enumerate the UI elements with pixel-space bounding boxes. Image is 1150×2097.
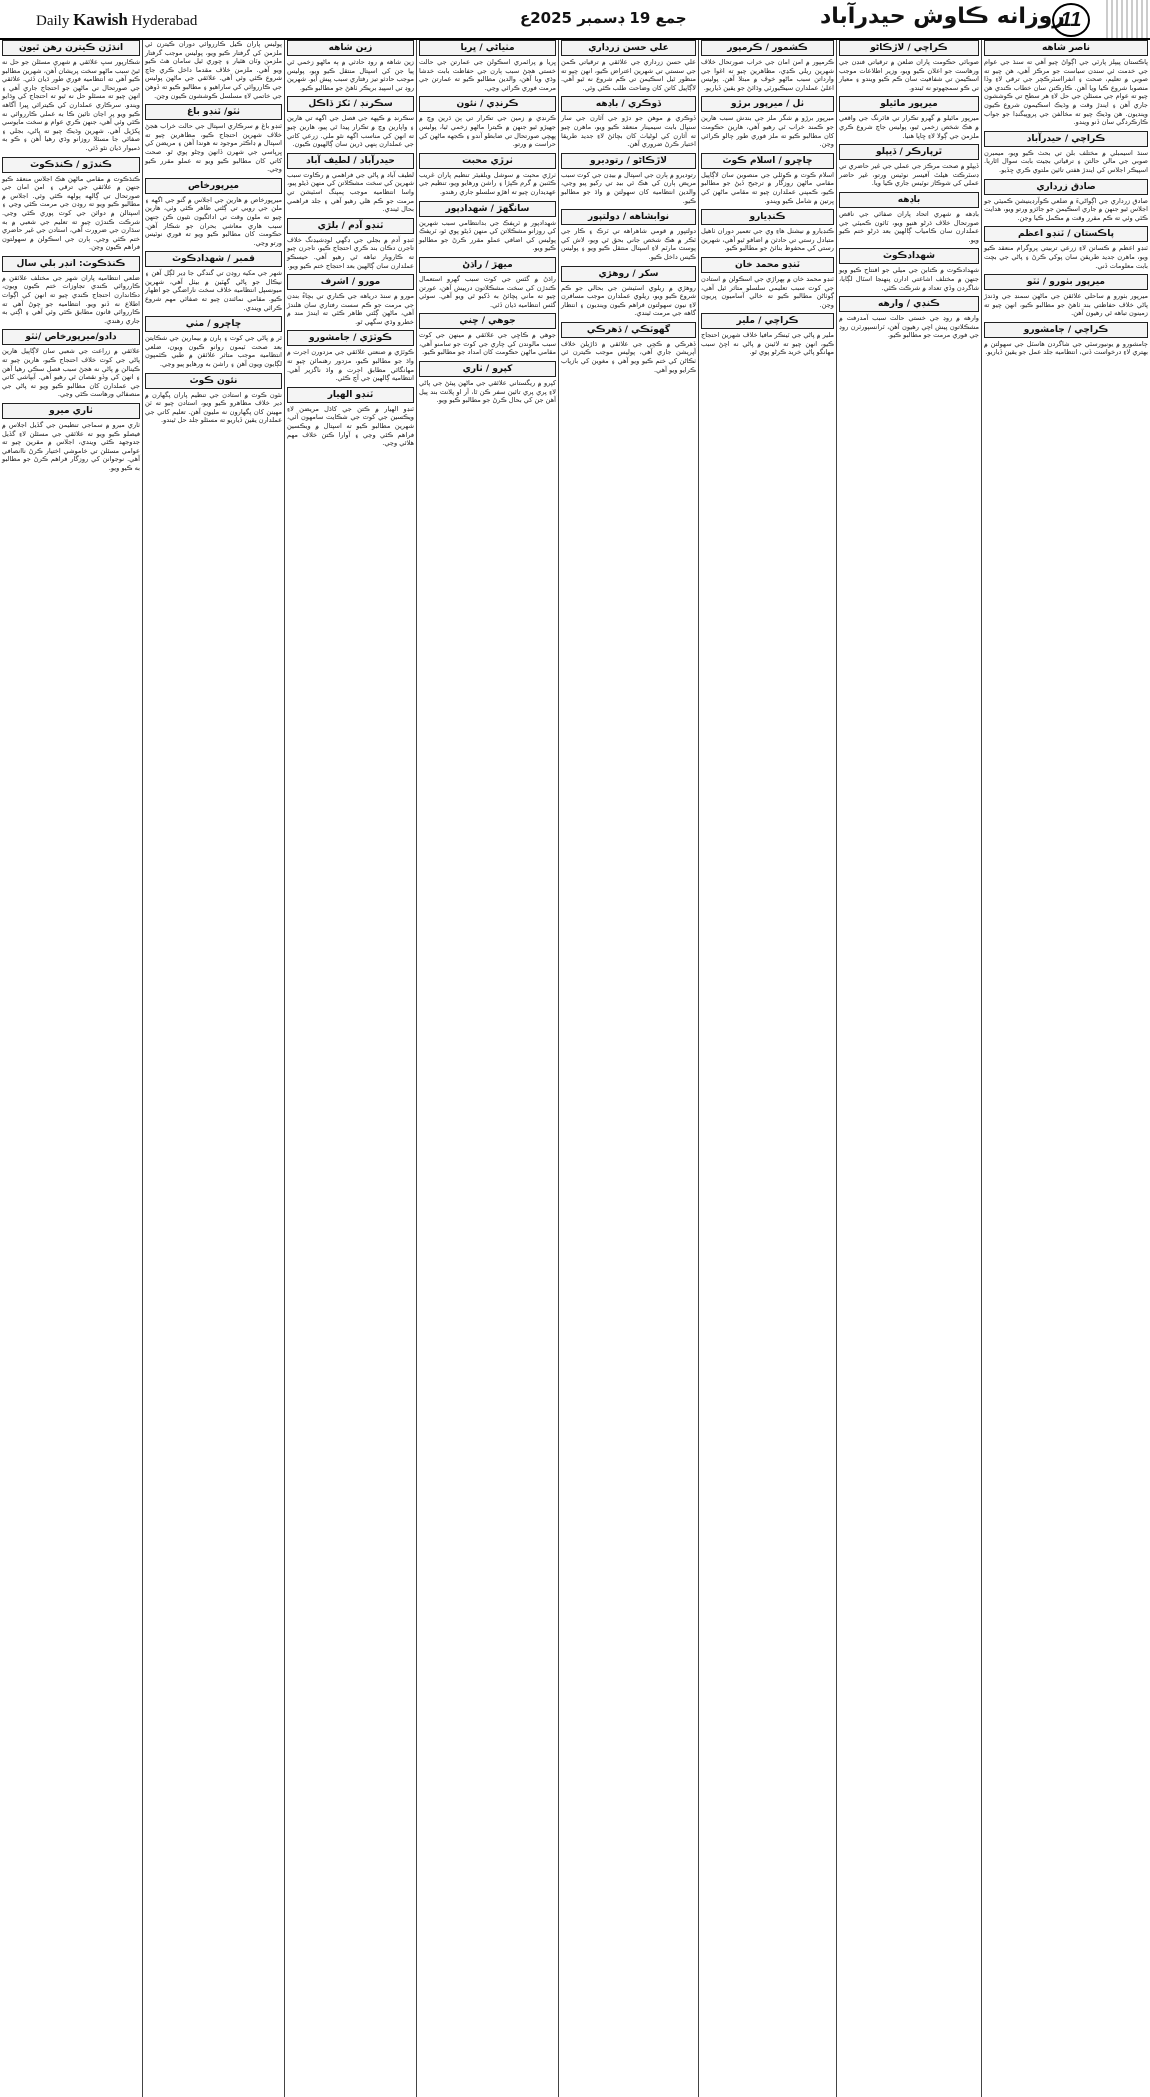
news-column-5 xyxy=(558,40,698,2097)
news-body: ڏيپلو ۾ صحت مرڪز جي عملي جي غير حاضري تي ڊسٽرڪٽ هيلٿ آفيسر نوٽيس ورتو، غير حاضر عملي کي شوڪاز نوٽيس جاري ڪيا ويا. xyxy=(839,162,979,188)
news-headline: قمبر / شهدادڪوٽ xyxy=(145,251,282,267)
news-body: نئون ڪوٽ ۾ استادن جي تنظيم پاران پگهارن ۾ دير خلاف مظاهرو ڪيو ويو، استادن چيو ته ٽن مهينن کان پگهارون نه مليون آهن. تعليم کاتي جي عملدارن يقين ڏياريو ته مسئلو جلد حل ٿيندو. xyxy=(145,390,282,425)
news-item xyxy=(145,373,282,425)
news-body: پاڪستان پيپلز پارٽي جي اڳواڻ چيو آهي ته سنڌ جي عوام جي خدمت ئي سندن سياست جو مرڪز آهي، هن چيو ته صوبي ۾ تعليم، صحت ۽ انفرااسٽرڪچر جي ترقي لاءِ وڏا منصوبا شروع ڪيا ويا آهن. ڪارڪنن سان خطاب ڪندي هن چيو ته عوام جي مسئلن جي حل لاءِ هر سطح تي ڪوششون جاري آهن ۽ ايندڙ وقت ۾ وڌيڪ اسڪيمون شروع ڪيون وينديون. هن وڌيڪ چيو ته مخالفن جي پروپيگنڊا جو جواب ڪارڪردگي سان ڏنو ويندو. xyxy=(984,58,1148,127)
news-item xyxy=(701,313,834,357)
news-column-3 xyxy=(284,40,416,2097)
news-item xyxy=(984,40,1148,127)
newspaper-title: روزانه ڪاوش حيدرآباد xyxy=(820,4,1065,29)
news-body: ٽنڊو باغ ۾ سرڪاري اسپتال جي حالت خراب هجڻ خلاف شهرين احتجاج ڪيو، مظاهرين چيو ته اسپتال ۾ ڊاڪٽر موجود نه هوندا آهن ۽ مريضن کي ڀرپاسي جي شهرن ڏانهن وڃڻو پوي ٿو. صحت کاتي کان مطالبو ڪيو ويو ته عملو مقرر ڪيو وڃي. xyxy=(145,122,282,174)
news-body: وارهه ۾ روڊ جي خستي حالت سبب آمدرفت ۾ مشڪلاتون پيش اچي رهيون آهن، ٽرانسپورٽرن روڊ جي فوري مرمت جو مطالبو ڪيو. xyxy=(839,314,979,340)
news-body: کپرو ۾ ريگستاني علائقي جي ماڻهن پيئڻ جي پاڻي لاءِ پري پري تائين سفر ڪن ٿا، آر او پلانٽ بند پيل آهن جن کي بحال ڪرڻ جو مطالبو ڪيو ويو. xyxy=(419,379,556,405)
news-body: شڪارپور سڀ علائقي ۾ شهري مسئلن جو حل نه ٿيڻ سبب ماڻهو سخت پريشان آهن، شهرين مطالبو ڪيو آهي ته انتظاميه فوري طور ڌيان ڏئي. علائقي جي صورتحال تي ماڻهن جو احتجاج جاري آهي ۽ انهن چيو ته مسئلو حل نه ٿيو ته احتجاج کي وڌايو ويندو. سرڪاري عملدارن کي ڪيترائي ڀيرا آگاهه ڪيو ويو پر اڃان تائين ڪا به عملي ڪارروائي نه ڪئي وئي آهي، جنهن ڪري عوام ۾ سخت مايوسي پکڙيل آهي. شهرين وڌيڪ چيو ته پاڻي، بجلي ۽ صفائي جا مسئلا روزانو وڌي رهيا آهن ۽ ڪو به ذميوار ڌيان نٿو ڏئي. xyxy=(2,58,140,152)
news-item xyxy=(561,153,696,205)
news-headline: شهدادڪوٽ xyxy=(839,248,979,264)
news-item xyxy=(419,313,556,357)
news-item xyxy=(984,274,1148,318)
masthead-edge-strip xyxy=(1106,0,1150,38)
news-body: اسلام ڪوٽ ۾ ڪوئلي جي منصوبن سان لاڳاپيل مقامي ماڻهن روزگار ۾ ترجيح ڏيڻ جو مطالبو ڪيو، ڪمپني عملدارن چيو ته مقامي ماڻهن کي ڀرتين ۾ شامل ڪيو ويندو. xyxy=(701,170,834,205)
news-headline: ميرپورخاص xyxy=(145,178,282,194)
news-headline: ڪراچي / حيدرآباد xyxy=(984,131,1148,147)
news-item xyxy=(984,131,1148,175)
news-body: ميرپور برڙو ۾ شگر ملز جي بندش سبب هارين جو ڪمند خراب ٿي رهيو آهي، هارين حڪومت کان مطالبو ڪيو ته ملز فوري طور چالو ڪرائي وڃن. xyxy=(701,114,834,149)
news-body: شهدادپور ۾ ٽريفڪ جي بدانتظامي سبب شهرين کي روزانو مشڪلاتن کي منهن ڏيڻو پوي ٿو، ٽريفڪ پوليس کي اضافي عملو مقرر ڪرڻ جو مطالبو ڪيو ويو. xyxy=(419,218,556,253)
news-body: ڪنڌڪوٽ ۾ مقامي ماڻهن هڪ اجلاس منعقد ڪيو جنهن ۾ علائقي جي ترقي ۽ امن امان جي صورتحال تي ڳالهه ٻولهه ڪئي وئي. اجلاس ۾ مطالبو ڪيو ويو ته روڊن جي مرمت ڪئي وڃي ۽ اسپتالن ۾ دوائن جي کوٽ پوري ڪئي وڃي. شرڪت ڪندڙن چيو ته تعليم جي شعبي ۾ به سڌارن جي ضرورت آهي، استادن جي غير حاضري ختم ڪئي وڃي. ٻارن جي اسڪولن ۾ سهولتون فراهم ڪيون وڃن. xyxy=(2,174,140,252)
news-headline: جوهي / ڇني xyxy=(419,313,556,329)
news-headline: سانگهڙ / شهدادپور xyxy=(419,201,556,217)
news-item xyxy=(2,403,140,473)
news-body: شهدادڪوٽ ۾ ڪتابن جي ميلي جو افتتاح ڪيو ويو جنهن ۾ مختلف اشاعتي ادارن پنهنجا اسٽال لڳايا، شاگردن وڏي تعداد ۾ شرڪت ڪئي. xyxy=(839,266,979,292)
news-body: جوهي ۾ ڪاڇي جي علائقي ۾ مينهن جي کوٽ سبب مالوندن کي چاري جي کوٽ جو سامنو آهي، مقامي ماڻهن حڪومت کان امداد جو مطالبو ڪيو. xyxy=(419,331,556,357)
news-body: لطيف آباد ۾ پاڻي جي فراهمي ۾ رڪاوٽ سبب شهرين کي سخت مشڪلاتن کي منهن ڏيڻو پيو، واسا انتظاميه موجب پمپنگ اسٽيشن تي مرمت جو ڪم هلي رهيو آهي ۽ جلد فراهمي بحال ٿيندي. xyxy=(287,170,414,214)
nameplate-prefix: Daily xyxy=(36,13,70,29)
news-item xyxy=(145,104,282,174)
news-column-8 xyxy=(981,40,1150,2097)
news-headline: مٺياڻي / ڀريا xyxy=(419,40,556,56)
issue-date: جمع 19 ڊسمبر 2025ع xyxy=(520,9,687,27)
news-item xyxy=(701,153,834,205)
news-headline: ميهڙ / راڌڻ xyxy=(419,257,556,273)
news-item xyxy=(2,40,140,153)
news-item xyxy=(561,209,696,261)
news-body: علي حسن زرداري جي علائقي ۾ ترقياتي ڪمن جي سستي تي شهرين اعتراض ڪيو، انهن چيو ته منظور ٿيل اسڪيمن تي ڪم شروع نه ٿيو آهي. لاڳاپيل کاتن کان وضاحت طلب ڪئي وئي. xyxy=(561,58,696,92)
news-headline: نئون ڪوٽ xyxy=(145,373,282,389)
news-headline: ميرپور ماٿيلو xyxy=(839,96,979,112)
news-headline: ٺل / ميرپور برڙو xyxy=(701,96,834,112)
news-headline: لاڙڪاڻو / رتوديرو xyxy=(561,153,696,169)
news-body: باڊهه ۾ شهري اتحاد پاران صفائي جي ناقص صورتحال خلاف ڌرڻو هنيو ويو، ٽائون ڪميٽي جي عملدارن سان ڪامياب ڳالهين بعد ڌرڻو ختم ڪيو ويو. xyxy=(839,209,979,244)
news-item xyxy=(984,179,1148,223)
news-item xyxy=(839,96,979,140)
news-body: ڪوٽڙي ۾ صنعتي علائقي جي مزدورن اجرت ۾ واڌ جو مطالبو ڪيو، مزدور رهنمائن چيو ته مهانگائي مطابق اجرت ۾ واڌ ناگزير آهي. انتظاميه ڳالهين جي آڇ ڪئي. xyxy=(287,348,414,383)
news-headline: ٿرپارڪر / ڏيپلو xyxy=(839,144,979,160)
news-item xyxy=(839,248,979,292)
news-headline: ڏوڪري / باڊهه xyxy=(561,96,696,112)
news-item xyxy=(287,40,414,92)
news-column-6 xyxy=(698,40,836,2097)
news-item xyxy=(701,209,834,253)
news-headline: ڇاڇرو / مٺي xyxy=(145,316,282,332)
news-item xyxy=(2,256,140,326)
news-column-2 xyxy=(142,40,284,2097)
news-body: علائقي ۾ زراعت جي شعبي سان لاڳاپيل هارين پاڻي جي کوٽ خلاف احتجاج ڪيو، هارين چيو ته ڪينالن ۾ پاڻي نه هجڻ سبب فصل سڪي رهيا آهن ۽ انهن کي وڏو نقصان ٿي رهيو آهي. آبپاشي کاتي جي عملدارن کان مطالبو ڪيو ويو ته پاڻي جي منصفاڻي ورهاست ڪئي وڃي. xyxy=(2,347,140,399)
news-headline: ڪنڌڪوٽ: انڊر بلي سال xyxy=(2,256,140,272)
news-item xyxy=(419,201,556,253)
news-item xyxy=(984,322,1148,357)
news-body: ضلعي انتظاميه پاران شهر جي مختلف علائقن ۾ ڪارروائي ڪندي تجاوزات ختم ڪيون ويون، دڪاندارن احتجاج ڪندي چيو ته انهن کي اڳواٽ اطلاع نه ڏنو ويو. انتظاميه جو چوڻ آهي ته ڪارروائي قانون مطابق ڪئي وئي آهي ۽ اڳتي به جاري رهندي. xyxy=(2,273,140,325)
news-headline: ڪراچي / ملير xyxy=(701,313,834,329)
news-headline: سکر / روهڙي xyxy=(561,266,696,282)
news-headline: ڪنڊي / وارهه xyxy=(839,296,979,312)
news-headline: ڇاڇرو / اسلام ڪوٽ xyxy=(701,153,834,169)
news-item xyxy=(839,296,979,340)
news-item xyxy=(145,40,282,100)
news-headline: انڌڙن ڪيترن رهن ٿيون xyxy=(2,40,140,56)
news-headline: ڪنڊيارو xyxy=(701,209,834,225)
news-body: ڏوڪري ۾ موهن جو دڙو جي آثارن جي سار سنڀال بابت سيمينار منعقد ڪيو ويو، ماهرن چيو ته آثارن کي لوڻياٺ کان بچائڻ لاءِ جديد طريقا اختيار ڪرڻ ضروري آهن. xyxy=(561,114,696,149)
news-item xyxy=(561,96,696,148)
news-headline: ڪرنڊي / نئون xyxy=(419,96,556,112)
news-body: دولتپور ۾ قومي شاهراهه تي ٽرڪ ۽ ڪار جي ٽڪر ۾ هڪ شخص جاني بحق ٿي ويو، لاش کي پوسٽ مارٽم لاءِ اسپتال منتقل ڪيو ويو ۽ پوليس ڪيس داخل ڪيو. xyxy=(561,227,696,261)
news-headline: سڪرنڊ / ٽکڙ ڏاڪل xyxy=(287,96,414,112)
news-body: روهڙي ۾ ريلوي اسٽيشن جي بحالي جو ڪم شروع ڪيو ويو، ريلوي عملدارن موجب مسافرن لاءِ نيون سهولتون فراهم ڪيون وينديون ۽ انتظار گاهه جي مرمت ٿيندي. xyxy=(561,283,696,318)
news-body: ڪرنڊي ۾ زمين جي تڪرار تي ٻن ڌرين وچ ۾ جهيڙو ٿيو جنهن ۾ ڪيترا ماڻهو زخمي ٿيا، پوليس پهچي صورتحال تي ضابطو آندو ۽ ڪجهه ماڻهن کي حراست ۾ ورتو. xyxy=(419,114,556,149)
news-item xyxy=(839,192,979,244)
news-body: ٺاري ميرو ۾ سماجي تنظيمن جي گڏيل اجلاس ۾ فيصلو ڪيو ويو ته علائقي جي مسئلن لاءِ گڏيل جدوجهد ڪئي ويندي، اجلاس ۾ مقرين چيو ته عوامي مسئلن تي خاموشي اختيار ڪرڻ ناانصافي آهي. نوجوانن کي روزگار فراهم ڪرڻ جو مطالبو به ڪيو ويو. xyxy=(2,421,140,472)
news-item xyxy=(2,329,140,399)
news-column-7 xyxy=(836,40,981,2097)
news-headline: گهوٽڪي / ڏهرڪي xyxy=(561,322,696,338)
news-headline: ٺرڙي محبت xyxy=(419,153,556,169)
news-item xyxy=(984,226,1148,270)
news-headline: ٺٽو/ ٽنڊو باغ xyxy=(145,104,282,120)
news-item xyxy=(561,322,696,374)
news-headline: ميرپور بٺورو / ٺٽو xyxy=(984,274,1148,290)
news-item xyxy=(561,266,696,318)
news-item xyxy=(419,96,556,148)
news-item xyxy=(701,40,834,92)
news-body: رتوديرو ۾ ٻارن جي اسپتال ۾ بيڊن جي کوٽ سبب مريض ٻارن کي هڪ ئي بيڊ تي رکيو پيو وڃي، والدين انتظاميه کان سهولتن ۾ واڌ جو مطالبو ڪيو. xyxy=(561,170,696,205)
news-body: صادق زرداري جي اڳواڻيءَ ۾ ضلعي ڪوآرڊينيشن ڪميٽي جو اجلاس ٿيو جنهن ۾ جاري اسڪيمن جو جائزو ورتو ويو، هدايت ڪئي وئي ته ڪم مقرر وقت ۾ مڪمل ڪيا وڃن. xyxy=(984,196,1148,222)
news-item xyxy=(419,257,556,309)
news-headline: کپرو / ٺاري xyxy=(419,361,556,377)
news-headline: ناصر شاهه xyxy=(984,40,1148,56)
news-body: ميرپور بٺورو ۾ ساحلي علائقن جي ماڻهن سمنڊ جي وڌندڙ پاڻي خلاف حفاظتي بند ٺاهڻ جو مطالبو ڪيو، انهن چيو ته زمينون تباهه ٿي رهيون آهن. xyxy=(984,292,1148,318)
news-body: ٿر ۾ پاڻي جي کوٽ ۽ ٻارن ۾ بيمارين جي شڪايتن بعد صحت ٽيمون روانو ڪيون ويون، ضلعي انتظاميه موجب متاثر علائقن ۾ طبي ڪئمپون لڳايون ويون آهن ۽ راشن به ورهايو پيو وڃي. xyxy=(145,334,282,369)
news-headline: باڊهه xyxy=(839,192,979,208)
news-body: ڏهرڪي ۾ ڪچي جي علائقي ۾ ڌاڙيلن خلاف آپريشن جاري آهي، پوليس موجب ڪيترن ئي ٺڪاڻن کي ختم ڪيو ويو آهي ۽ مغوين کي بازياب ڪرايو ويو آهي. xyxy=(561,339,696,374)
news-body: ڀريا ۾ پرائمري اسڪولن جي عمارتن جي حالت خستي هجڻ سبب ٻارن جي حفاظت بابت خدشا وڌي ويا آهن، والدين مطالبو ڪيو ته عمارتن جي مرمت فوري ڪرائي وڃي. xyxy=(419,58,556,92)
news-headline: علي حسن زرداري xyxy=(561,40,696,56)
news-headline: ٽنڊو آدم / بلڙي xyxy=(287,218,414,234)
news-body: سنڌ اسيمبلي ۾ مختلف بلن تي بحث ڪيو ويو، ميمبرن صوبي جي مالي حالتن ۽ ترقياتي بجيٽ بابت سوال اٿاريا. اسپيڪر اجلاس کي ايندڙ هفتي تائين ملتوي ڪري ڇڏيو. xyxy=(984,148,1148,174)
news-body: ميرپورخاص ۾ هارين جي اجلاس ۾ گنو جي اگهه ۽ ملن جي رويي تي ڳڻتي ظاهر ڪئي وئي، هارين چيو ته ملون وقت تي ادائگيون نٿيون ڪن جنهن سبب هاري معاشي بحران جو شڪار آهن. حڪومت کان مطالبو ڪيو ويو ته فوري نوٽيس ورتو وڃي. xyxy=(145,195,282,247)
news-headline: ڪندڙو / ڪنڌڪوٽ xyxy=(2,157,140,173)
news-item xyxy=(287,218,414,270)
news-body: زين شاهه ۾ روڊ حادثي ۾ ٻه ماڻهو زخمي ٿي پيا جن کي اسپتال منتقل ڪيو ويو، پوليس موجب حادثو تيز رفتاري سبب پيش آيو. شهرين روڊ تي اسپيڊ بريڪر ٺاهڻ جو مطالبو ڪيو. xyxy=(286,58,414,92)
news-headline: پاڪستان / ٽنڊو اعظم xyxy=(984,226,1148,242)
news-body: پوليس پاران ڪيل ڪارروائي دوران ڪيترن ئي ملزمن کي گرفتار ڪيو ويو، پوليس موجب گرفتار ملزمن وٽان هٿيار ۽ چوري ٿيل سامان هٿ ڪيو ويو آهي. ملزمن خلاف مقدما داخل ڪري جاچ شروع ڪئي وئي آهي. علائقي جي ماڻهن پوليس جي ڪارروائي کي ساراهيو ۽ مطالبو ڪيو ته ڏوهن جي خاتمي لاءِ مسلسل ڪوششون ڪيون وڃن. xyxy=(145,40,282,100)
page-number-badge: 11 xyxy=(1052,3,1090,37)
news-columns xyxy=(0,40,1150,2097)
news-item xyxy=(701,257,834,309)
news-column-1 xyxy=(0,40,142,2097)
news-body: ڄامشورو ۾ يونيورسٽي جي شاگردن هاسٽل جي سهولتن ۾ بهتري لاءِ درخواست ڏني، انتظاميه جلد عمل جو يقين ڏياريو. xyxy=(984,339,1148,357)
nameplate-brand: Kawish xyxy=(73,10,128,29)
news-headline: صادق زرداري xyxy=(984,179,1148,195)
english-nameplate xyxy=(36,10,197,30)
news-headline: حيدرآباد / لطيف آباد xyxy=(287,153,414,169)
news-column-4 xyxy=(416,40,558,2097)
news-item xyxy=(561,40,696,92)
news-headline: دادو/ميرپورخاص /ٺٽو xyxy=(2,329,140,345)
nameplate-city: Hyderabad xyxy=(131,13,198,29)
news-headline: زين شاهه xyxy=(287,40,414,56)
news-headline: ٽنڊو محمد خان xyxy=(701,257,834,273)
news-item xyxy=(145,251,282,312)
news-item xyxy=(701,96,834,148)
news-item xyxy=(287,387,414,448)
news-body: ٽنڊو اعظم ۾ ڪسانن لاءِ زرعي تربيتي پروگرام منعقد ڪيو ويو، ماهرن جديد طريقن سان پوکي ڪرڻ ۽ پاڻي جي بچت بابت معلومات ڏني. xyxy=(984,244,1148,270)
news-headline: ٽنڊو الهيار xyxy=(287,387,414,403)
news-headline: ڪوٽڙي / جامشورو xyxy=(287,330,414,346)
news-item xyxy=(145,178,282,248)
news-headline: ٺاري ميرو xyxy=(2,403,140,419)
news-body: سڪرنڊ ۾ ڪپهه جي فصل جي اگهه تي هارين ۽ واپارين وچ ۾ تڪرار پيدا ٿي پيو، هارين چيو ته انهن کي مناسب اگهه نٿو ملي. زرعي کاتي جي عملدارن ٻنهي ڌرين سان ڳالهيون ڪيون. xyxy=(287,114,414,149)
news-body: ميرپور ماٿيلو ۾ گهرو تڪرار تي فائرنگ جي واقعي ۾ هڪ شخص زخمي ٿيو، پوليس جاچ شروع ڪري ملزمن جي ڳولا لاءِ ڇاپا هنيا. xyxy=(839,114,979,140)
news-body: صوبائي حڪومت پاران ضلعن ۾ ترقياتي فنڊن جي ورهاست جو اعلان ڪيو ويو، وزير اطلاعات موجب اسڪيمن تي شفافيت سان ڪم ڪيو ويندو ۽ معيار تي ڪو سمجهوتو نه ٿيندو. xyxy=(839,58,979,92)
news-body: شهر جي مکيه روڊن تي گندگي جا ڍير لڳل آهن ۽ نيڪال جو پاڻي گهٽين ۾ بيٺل آهي، شهرين ميونسپل انتظاميه خلاف سخت ناراضگي جو اظهار ڪيو. مقامي نمائندن چيو ته صفائي مهم شروع ڪرائي ويندي. xyxy=(145,269,282,312)
news-item xyxy=(839,40,979,92)
news-headline: مورو / اشرف xyxy=(287,274,414,290)
news-item xyxy=(419,40,556,92)
news-item xyxy=(145,316,282,368)
news-item xyxy=(419,361,556,405)
news-item xyxy=(287,96,414,148)
news-body: ٽنڊو محمد خان ۾ ٻهراڙي جي اسڪولن ۾ استادن جي کوٽ سبب تعليمي سلسلو متاثر ٿيل آهي، ڳوٺاڻن مطالبو ڪيو ته خالي آساميون ڀريون وڃن. xyxy=(701,274,834,309)
masthead xyxy=(0,0,1150,40)
news-item xyxy=(419,153,556,197)
news-body: ٽنڊو الهيار ۾ ڪتن جي کاڌل مريضن لاءِ ويڪسين جي کوٽ جي شڪايت سامهون آئي، شهرين مطالبو ڪيو ته اسپتال ۾ ويڪسين فراهم ڪئي وڃي ۽ آوارا ڪتن خلاف مهم هلائي وڃي. xyxy=(287,404,414,448)
news-headline: ڪراچي / ڄامشورو xyxy=(984,322,1148,338)
news-item xyxy=(287,274,414,326)
news-body: ٽنڊو آدم ۾ بجلي جي ڊگهي لوڊشيڊنگ خلاف تاجرن دڪان بند ڪري احتجاج ڪيو، تاجرن چيو ته ڪاروبار تباهه ٿي رهيو آهي. حيسڪو عملدارن سان ڳالهين بعد احتجاج ختم ڪيو ويو. xyxy=(287,235,414,270)
news-headline: نوابشاهه / دولتپور xyxy=(561,209,696,225)
news-item xyxy=(287,330,414,382)
news-item xyxy=(839,144,979,188)
news-body: راڌڻ ۾ گئس جي کوٽ سبب گهرو استعمال ڪندڙن کي سخت مشڪلاتون درپيش آهن، عورتن چيو ته ماني پچائڻ به ڏکيو ٿي ويو آهي. سوئي گئس انتظاميه ڌيان ڏئي. xyxy=(419,274,556,309)
news-body: ملير ۾ پاڻي جي ٽينڪر مافيا خلاف شهرين احتجاج ڪيو، انهن چيو ته لائينن ۾ پاڻي نه اچڻ سبب مهانگو پاڻي خريد ڪرڻو پوي ٿو. xyxy=(701,331,834,357)
news-body: ٺرڙي محبت ۾ سوشل ويلفيئر تنظيم پاران غريب ڪٽنبن ۾ گرم ڪپڙا ۽ راشن ورهايو ويو، تنظيم جي عهديدارن چيو ته اهڙو سلسلو جاري رهندو. xyxy=(419,170,556,196)
news-item xyxy=(2,157,140,252)
news-body: مورو ۾ سنڌ درياهه جي ڪناري تي بچاءُ بندن جي مرمت جو ڪم سست رفتاري سان هلندڙ آهي، ماڻهن ڳڻتي ظاهر ڪئي ته ايندڙ مند ۾ خطرو وڌي سگهي ٿو. xyxy=(287,292,414,326)
news-headline: ڪراچي / لاڙڪاڻو xyxy=(839,40,979,56)
news-headline: ڪشمور / ڪرمپور xyxy=(701,40,834,56)
news-body: ڪنڊيارو ۾ نيشنل هاءِ وي جي تعمير دوران ٺاهيل متبادل رستي تي حادثن ۾ اضافو ٿيو آهي، شهرين رستي کي محفوظ بنائڻ جو مطالبو ڪيو. xyxy=(701,227,834,253)
news-body: ڪرمپور ۾ امن امان جي خراب صورتحال خلاف شهرين ريلي ڪڍي، مظاهرين چيو ته اغوا جي وارداتن سبب ماڻهو خوف ۾ مبتلا آهن. پوليس اعليٰ عملدارن سيڪيورٽي وڌائڻ جو يقين ڏياريو. xyxy=(701,58,834,92)
news-item xyxy=(287,153,414,214)
